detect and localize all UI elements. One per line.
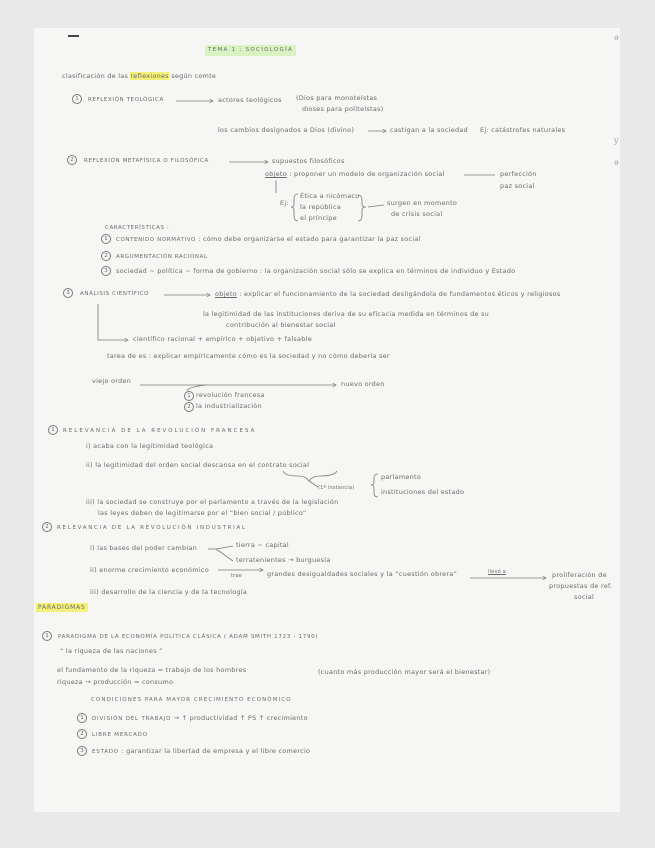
note-text: grandes desigualdades sociales y la “cuestión obrera” [267, 570, 458, 578]
section-title: RELEVANCIA DE LA REVOLUCIÓN FRANCESA [63, 428, 257, 434]
subheading: CARACTERÍSTICAS : [105, 225, 170, 231]
list-item: i) acaba con la legitimidad teológica [86, 442, 214, 450]
note-text: científico racional + empírico + objetivo + falsable [133, 335, 312, 343]
list-item: iii) desarrollo de la ciencia y de la tecnología [90, 588, 248, 596]
list-item: Ética a nicómaco [300, 192, 360, 200]
note-text: actores teológicos [218, 96, 282, 104]
note-text: Ej: [280, 199, 289, 207]
intro-text: clasificación de las [62, 72, 129, 80]
list-item [92, 714, 308, 724]
condition-label: LIBRE MERCADO [92, 732, 148, 738]
note-text: paz social [500, 182, 535, 190]
list-item: ii) enorme crecimiento económico [90, 566, 209, 574]
list-item [92, 730, 148, 740]
circled-number: 1 [77, 713, 87, 723]
note-text: propuestas de ref. [549, 582, 613, 590]
note-text: llevó a [488, 569, 506, 575]
circled-number: 2 [184, 402, 194, 412]
note-text: castigan a la sociedad [390, 126, 468, 134]
section-heading: PARADIGMAS [38, 604, 86, 611]
note-text: dioses para politeístas) [302, 105, 384, 113]
list-item: la industrialización [196, 402, 262, 410]
list-item: el príncipe [300, 214, 337, 222]
condition-text: : garantizar la libertad de empresa y el libre comercio [121, 747, 311, 755]
objeto-label: objeto [265, 170, 287, 178]
objeto-line [215, 290, 560, 299]
objeto-label: objeto [215, 290, 237, 298]
feature-label: ARGUMENTACIÓN RACIONAL [116, 254, 208, 260]
section-title: REFLEXIÓN TEOLÓGICA [88, 97, 164, 103]
note-text: surgen en momento [387, 199, 458, 207]
note-text: social [574, 593, 595, 601]
list-item [116, 235, 421, 245]
list-item: parlamento [381, 473, 422, 481]
margin-mark: y [614, 136, 619, 145]
fork-upper [216, 546, 233, 549]
note-text: nuevo orden [341, 380, 385, 388]
note-text: riqueza → producción = consumo [57, 678, 174, 686]
line-to-context [368, 205, 384, 207]
note-text: el fundamento de la riqueza = trabajo de los hombres [57, 666, 247, 674]
list-item [116, 252, 208, 262]
note-text: “ la riqueza de las naciones ” [60, 647, 163, 655]
note-text: las leyes deben de legitimarse por el “bien social / público” [98, 509, 307, 517]
feature-label: CONTENIDO NORMATIVO [116, 237, 196, 243]
circled-number: 1 [48, 425, 58, 435]
margin-mark: ǝ [614, 33, 619, 42]
note-text: los cambios designados a Dios (divino) [218, 126, 355, 134]
brace-contrato [283, 471, 337, 481]
list-item: iii) la sociedad se construye por el parlamento a través de la legislación [86, 498, 339, 506]
list-item: instituciones del estado [381, 488, 465, 496]
section-title: PARADIGMA DE LA ECONOMÍA POLÍTICA CLÁSICA ( ADAM SMITH 1723 - 1790) [58, 634, 319, 640]
circled-number: 3 [63, 288, 73, 298]
note-text: la legitimidad de las instituciones deriva de su eficacia medida en términos de su [203, 310, 490, 318]
note-text: tarea de es : explicar empíricamente cómo es la sociedad y no cómo debería ser [107, 352, 390, 360]
subheading: CONDICIONES PARA MAYOR CRECIMIENTO ECONÓMICO [91, 697, 292, 703]
note-text: trae [231, 573, 242, 579]
list-item [92, 747, 310, 757]
objeto-line [265, 170, 445, 179]
circled-number: 3 [101, 266, 111, 276]
section-title: RELEVANCIA DE LA REVOLUCIÓN INDUSTRIAL [57, 525, 247, 531]
condition-text: → ↑ productividad ↑ PS ↑ crecimiento [173, 714, 308, 722]
section-title: ANÁLISIS CIENTÍFICO [80, 291, 150, 297]
circled-number: 2 [42, 522, 52, 532]
arrow-method [98, 304, 128, 340]
circled-number: 1 [42, 631, 52, 641]
brace-institutions [371, 474, 378, 497]
note-text: proliferación de [552, 571, 607, 579]
note-text: (cuanto más producción mayor será el bienestar) [318, 668, 491, 676]
condition-label: ESTADO [92, 749, 120, 755]
note-text: (1ª instancia) [318, 485, 355, 491]
note-text: de crisis social [391, 210, 443, 218]
note-text: Ej: catástrofes naturales [480, 126, 566, 134]
feature-text: sociedad ~ política ~ forma de gobierno : la organización social sólo se explica en términos de individuo y Estado [116, 267, 516, 275]
note-text: supuestos filosóficos [272, 157, 345, 165]
note-text: contribución al bienestar social [226, 321, 336, 329]
condition-label: DIVISIÓN DEL TRABAJO [92, 716, 172, 722]
note-text: (Dios para monoteístas [296, 94, 378, 102]
note-text: perfección [500, 170, 537, 178]
list-item: revolución francesa [196, 391, 265, 399]
fork-lower [216, 549, 233, 561]
circled-number: 2 [67, 155, 77, 165]
brace-examples [291, 194, 298, 221]
line-instance [309, 481, 318, 487]
page-title: TEMA 1 : SOCIOLOGÍA [205, 45, 296, 56]
note-text: terratenientes → burguesía [236, 556, 331, 564]
circled-number: 3 [77, 746, 87, 756]
circled-number: 1 [184, 391, 194, 401]
list-item: i) las bases del poder cambian [90, 544, 197, 552]
intro-highlight: reflexiones [130, 72, 169, 80]
section-title: REFLEXIÓN METAFÍSICA O FILOSÓFICA [84, 158, 209, 164]
pen-mark [68, 35, 79, 37]
circled-number: 2 [77, 729, 87, 739]
note-text: viejo orden [92, 377, 132, 385]
circled-number: 2 [101, 251, 111, 261]
intro-line [62, 72, 216, 81]
list-item [116, 267, 515, 277]
list-item: la república [300, 203, 341, 211]
circled-number: 1 [101, 234, 111, 244]
note-text: : explicar el funcionamiento de la sociedad desligándola de fundamentos éticos y religiosos [239, 290, 561, 298]
list-item: ii) la legitimidad del orden social descansa en el contrato social [86, 461, 310, 469]
margin-mark: ǝ [614, 158, 619, 167]
note-text: tierra ~ capital [236, 541, 289, 549]
intro-text: según comte [171, 72, 217, 80]
circled-number: 1 [72, 94, 82, 104]
feature-text: : cómo debe organizarse el estado para garantizar la paz social [198, 235, 421, 243]
note-text: : proponer un modelo de organización social [289, 170, 445, 178]
